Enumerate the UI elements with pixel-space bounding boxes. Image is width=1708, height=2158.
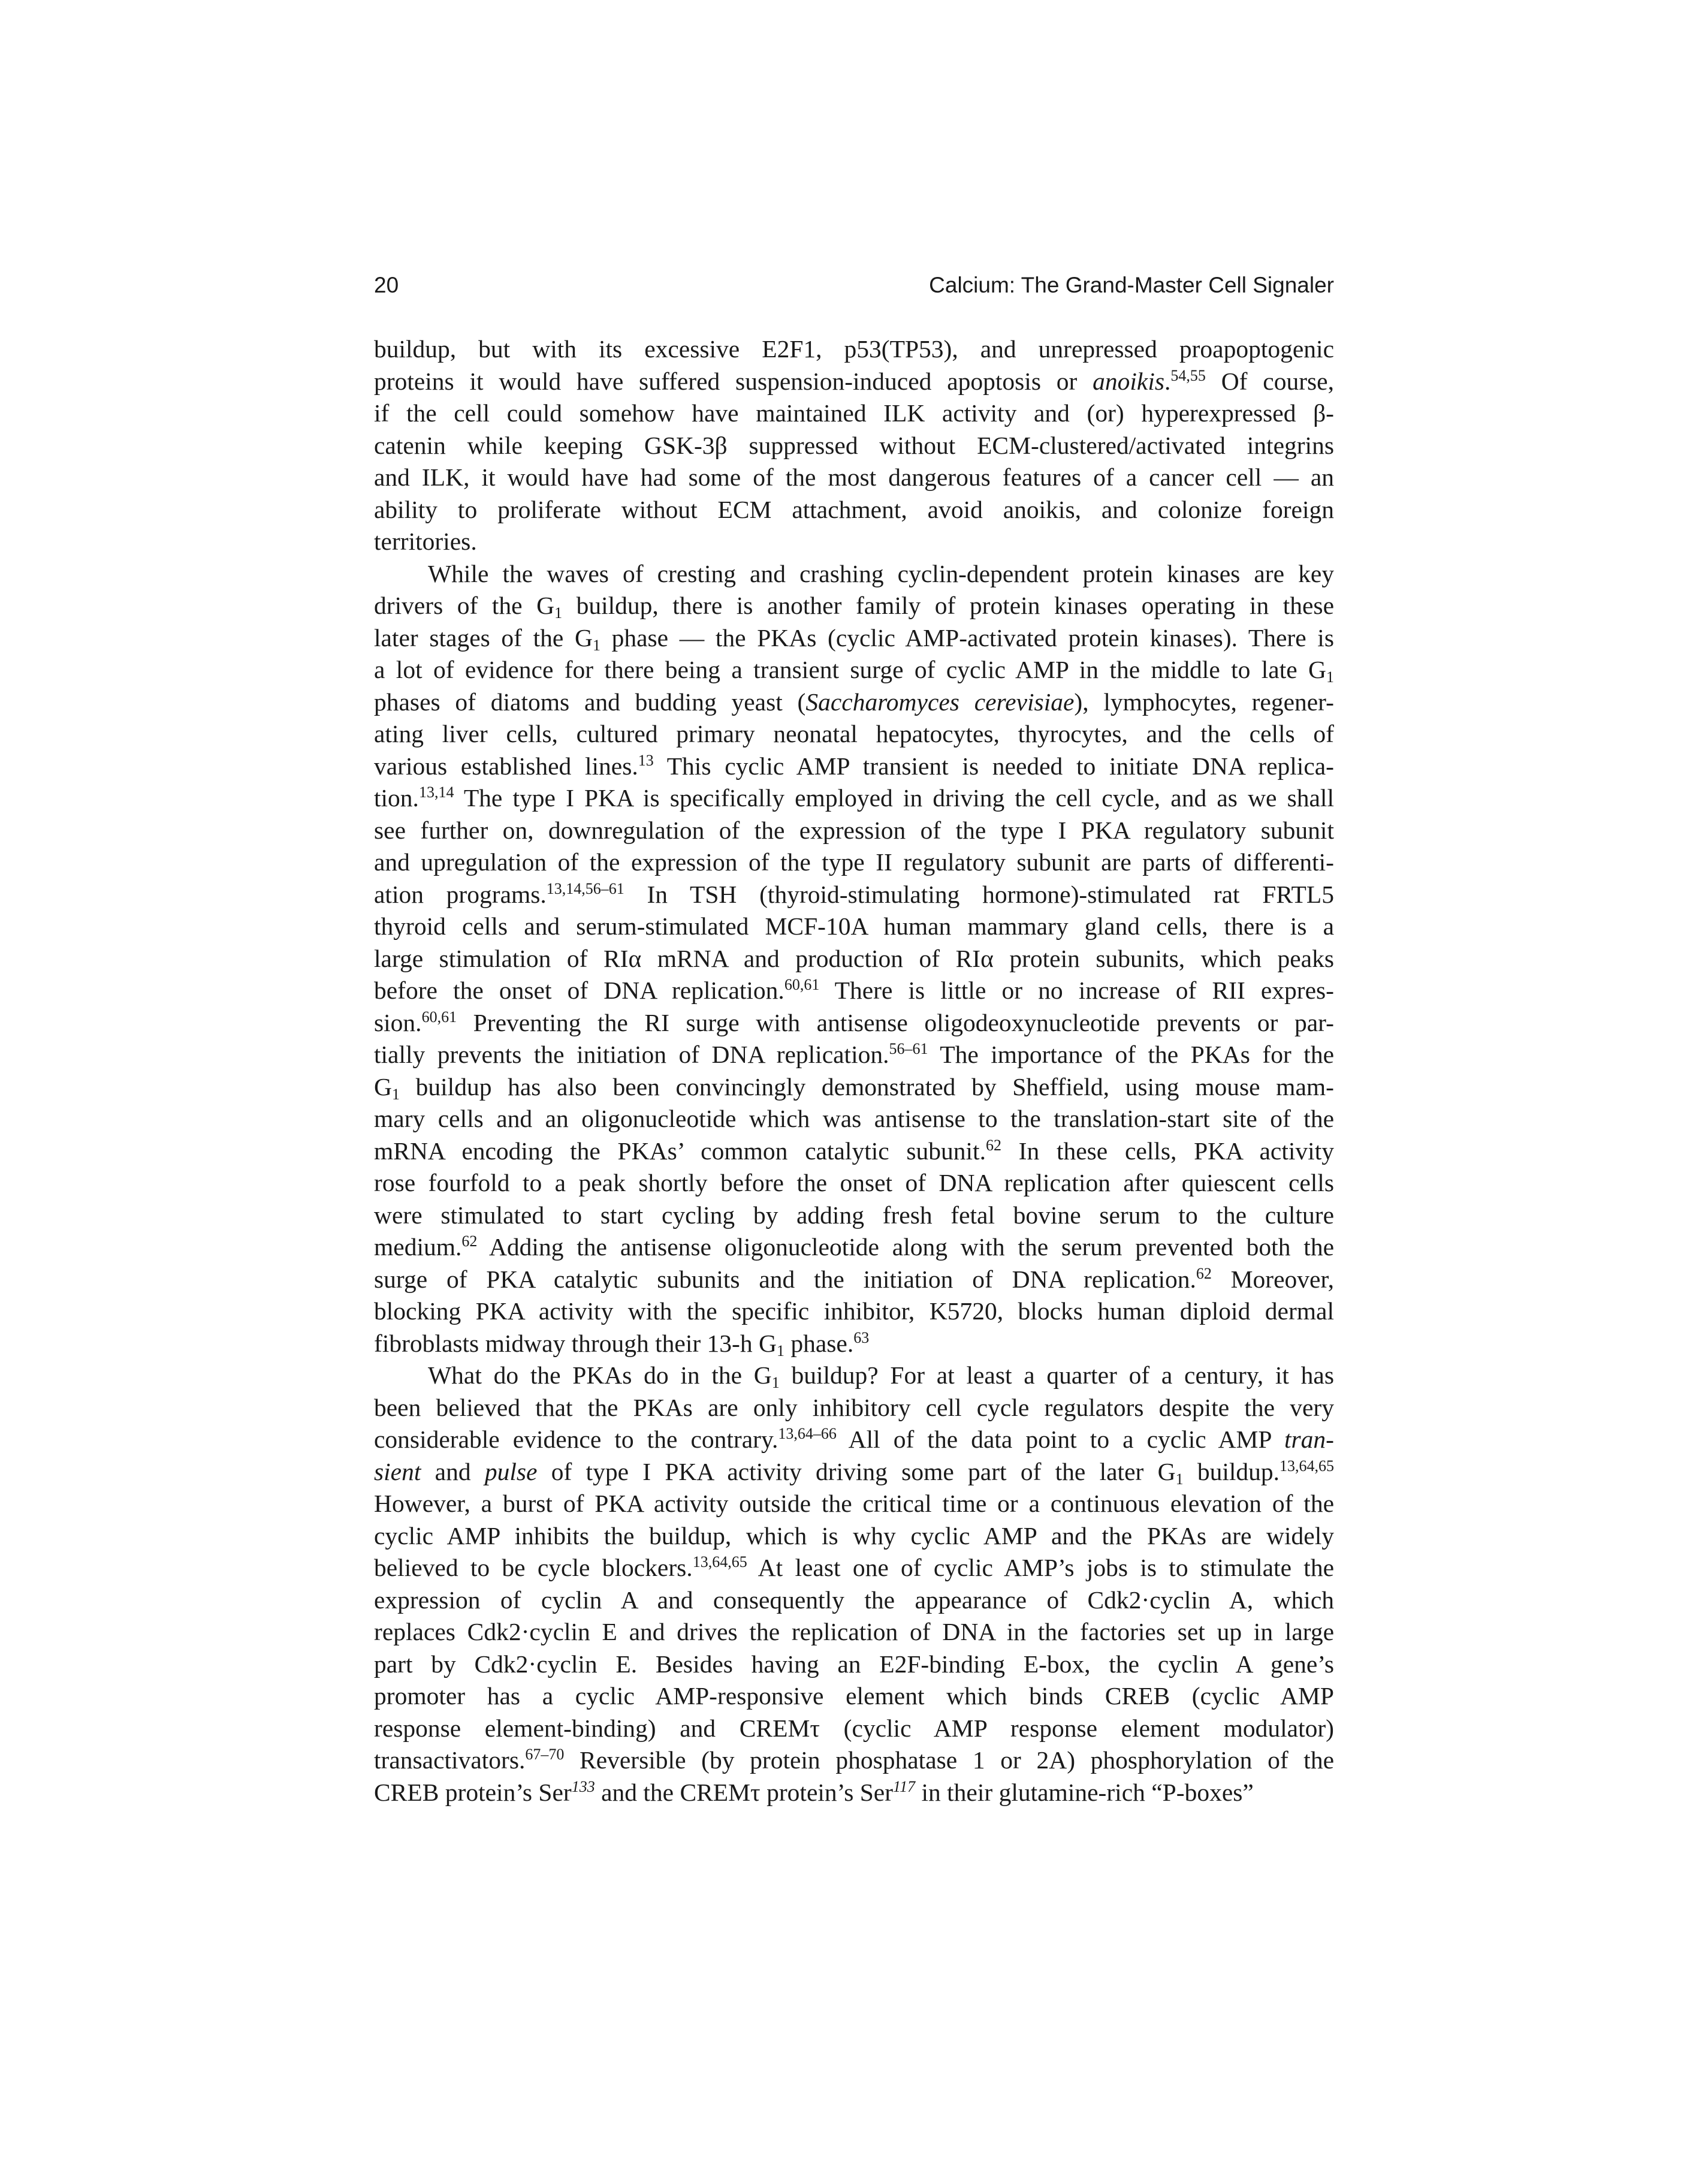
text-line: a lot of evidence for there being a transient surge of cyclic AMP in the middle to late $G_1$ (374, 656, 1334, 686)
text-line: ating liver cells, cultured primary neonatal hepatocytes, thyrocytes, and the cells of (374, 720, 1334, 748)
text-line: drivers of the $G_1$ buildup, there is another family of protein kinases operating in these (374, 592, 1334, 622)
text-line: later stages of the $G_1$ phase — the PKAs (cyclic AMP-activated protein kinases). There is (374, 623, 1334, 654)
running-title: Calcium: The Grand-Master Cell Signaler (929, 273, 1334, 297)
text-line: rose fourfold to a peak shortly before the onset of DNA replication after quiescent cells (374, 1169, 1334, 1196)
text-line: see further on, downregulation of the expression of the type I PKA regulatory subunit (374, 816, 1334, 844)
text-line: $G_1$ buildup has also been convincingly demonstrated by Sheffield, using mouse mam- (374, 1072, 1334, 1103)
paragraph-3 (374, 1360, 1334, 1809)
text-line: promoter has a cyclic AMP-responsive element which binds CREB (cyclic AMP (374, 1682, 1334, 1710)
text-line: and ILK, it would have had some of the most dangerous features of a cancer cell — an (374, 463, 1334, 491)
text-line: tion.$^{13,14}$ The type I PKA is specifically employed in driving the cell cycle, and as we shall (374, 783, 1334, 812)
paragraph-2 (374, 558, 1334, 1360)
text-line: been believed that the PKAs are only inhibitory cell cycle regulators despite the very (374, 1393, 1334, 1421)
text-line: surge of PKA catalytic subunits and the initiation of DNA replication.$^{62}$ Moreover, (374, 1264, 1335, 1293)
text-line: expression of cyclin A and consequently the appearance of Cdk2·cyclin A, which (374, 1586, 1334, 1614)
text-line: replaces Cdk2·cyclin E and drives the replication of DNA in the factories set up in large (374, 1618, 1334, 1645)
text-line: mRNA encoding the PKAs’ common catalytic subunit.$^{62}$ In these cells, PKA activity (374, 1136, 1334, 1165)
body-text (374, 333, 1334, 1809)
text-line: ation programs.$^{13,14,56-61}$ In TSH (thyroid-stimulating hormone)-stimulated rat FRTL5 (374, 879, 1334, 908)
text-line: thyroid cells and serum-stimulated MCF-10A human mammary gland cells, there is a (374, 912, 1334, 940)
text-line: believed to be cycle blockers.$^{13,64,65}$ At least one of cyclic AMP’s jobs is to stimulate the (374, 1553, 1335, 1581)
page-number: 20 (374, 273, 399, 297)
text-line: What do the PKAs do in the $G_1$ buildup? For at least a quarter of a century, it has (428, 1361, 1334, 1391)
text-line: territories. (374, 528, 477, 555)
text-line: CREB protein’s Ser$^{133}$ and the CREMτ protein’s Ser$^{117}$ in their glutamine-rich “P-boxes” (374, 1777, 1254, 1806)
running-header (374, 267, 1334, 303)
text-line: However, a burst of PKA activity outside the critical time or a continuous elevation of the (374, 1490, 1334, 1517)
text-line: large stimulation of RIα mRNA and production of RIα protein subunits, which peaks (374, 944, 1334, 972)
text-line: medium.$^{62}$ Adding the antisense oligonucleotide along with the serum prevented both the (374, 1232, 1334, 1261)
text-line: before the onset of DNA replication.$^{60,61}$ There is little or no increase of RII expres- (374, 976, 1335, 1004)
text-line: sion.$^{60,61}$ Preventing the RI surge with antisense oligodeoxynucleotide prevents or par- (374, 1008, 1334, 1036)
text-line: and upregulation of the expression of the type II regulatory subunit are parts of differenti- (374, 848, 1334, 876)
text-line: buildup, but with its excessive E2F1, p53(TP53), and unrepressed proapoptogenic (374, 335, 1334, 363)
text-line: While the waves of cresting and crashing cyclin-dependent protein kinases are key (428, 559, 1334, 587)
text-line: sient and pulse of type I PKA activity driving some part of the later $G_1$ buildup.$^{13,64,65}$ (374, 1457, 1335, 1488)
text-line: fibroblasts midway through their 13-h $G_1$ phase.$^{63}$ (374, 1328, 870, 1360)
text-line: if the cell could somehow have maintained ILK activity and (or) hyperexpressed β- (374, 399, 1334, 427)
text-line: various established lines.$^{13}$ This cyclic AMP transient is needed to initiate DNA replica- (374, 751, 1334, 780)
text-line: proteins it would have suffered suspension-induced apoptosis or anoikis.$^{54,55}$ Of course, (374, 366, 1334, 395)
text-line: cyclic AMP inhibits the buildup, which is why cyclic AMP and the PKAs are widely (374, 1521, 1334, 1550)
text-line: ability to proliferate without ECM attachment, avoid anoikis, and colonize foreign (374, 495, 1334, 523)
text-line: transactivators.$^{67-70}$ Reversible (by protein phosphatase 1 or 2A) phosphorylation of the (374, 1746, 1334, 1774)
text-line: blocking PKA activity with the specific inhibitor, K5720, blocks human diploid dermal (374, 1297, 1334, 1325)
text-line: considerable evidence to the contrary.$^{13,64-66}$ All of the data point to a cyclic AMP tran- (374, 1425, 1334, 1453)
text-line: phases of diatoms and budding yeast (Saccharomyces cerevisiae), lymphocytes, regener- (374, 688, 1334, 716)
paragraph-1 (374, 333, 1334, 558)
text-line: were stimulated to start cycling by adding fresh fetal bovine serum to the culture (374, 1201, 1334, 1229)
text-line: mary cells and an oligonucleotide which was antisense to the translation-start site of the (374, 1105, 1334, 1132)
text-line: part by Cdk2·cyclin E. Besides having an E2F-binding E-box, the cyclin A gene’s (374, 1650, 1334, 1678)
text-line: response element-binding) and CREMτ (cyclic AMP response element modulator) (374, 1714, 1334, 1742)
text-line: tially prevents the initiation of DNA replication.$^{56-61}$ The importance of the PKAs for the (374, 1040, 1334, 1068)
text-line: catenin while keeping GSK-3β suppressed without ECM-clustered/activated integrins (374, 431, 1334, 459)
